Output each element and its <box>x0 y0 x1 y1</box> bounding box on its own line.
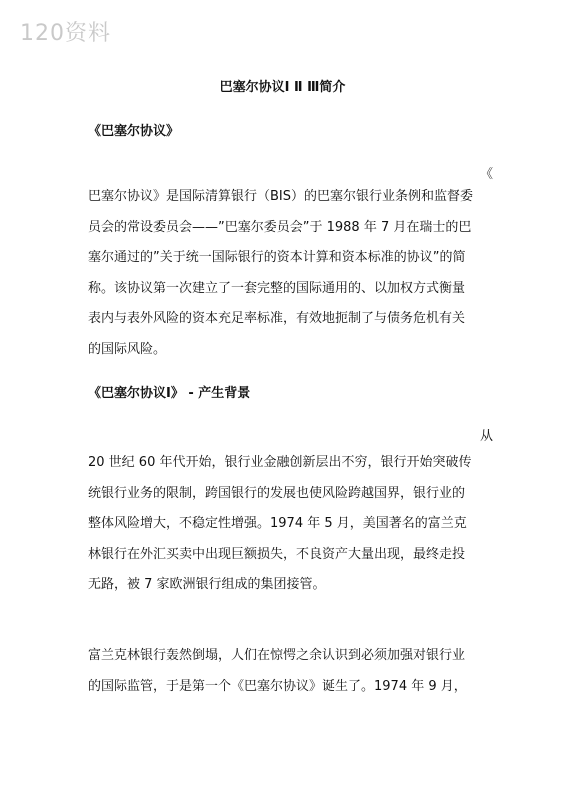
text-line: 表内与表外风险的资本充足率标准，有效地扼制了与债务危机有关 <box>88 311 466 326</box>
paragraph-lead-char: 《 <box>479 167 493 182</box>
text-line: 称。该协议第一次建立了一套完整的国际通用的、以加权方式衡量 <box>88 280 466 296</box>
text-line: 统银行业务的限制，跨国银行的发展也使风险跨越国界，银行业的 <box>88 485 466 501</box>
page-title: 巴塞尔协议Ⅰ Ⅱ Ⅲ简介 <box>219 80 346 95</box>
paragraph-basel-intro <box>88 182 498 365</box>
section-heading-basel: 《巴塞尔协议》 <box>88 124 180 139</box>
text-line: 整体风险增大，不稳定性增强。1974 年 5 月，美国著名的富兰克 <box>88 516 467 531</box>
paragraph-background <box>88 448 498 601</box>
text-line: 员会的常设委员会——”巴塞尔委员会”于 1988 年 7 月在瑞士的巴 <box>88 219 472 235</box>
paragraph-lead-char: 从 <box>479 429 493 444</box>
text-line: 富兰克林银行轰然倒塌，人们在惊愕之余认识到必须加强对银行业 <box>88 648 466 663</box>
text-line: 无路，被 7 家欧洲银行组成的集团接管。 <box>88 577 326 592</box>
text-line: 塞尔通过的”关于统一国际银行的资本计算和资本标准的协议”的简 <box>88 250 466 265</box>
text-line: 的国际监管，于是第一个《巴塞尔协议》诞生了。1974 年 9 月， <box>88 678 467 694</box>
text-line: 林银行在外汇买卖中出现巨额损失，不良资产大量出现，最终走投 <box>88 546 466 562</box>
watermark: 120资料 <box>20 21 111 46</box>
text-line: 20 世纪 60 年代开始，银行业金融创新层出不穷，银行开始突破传 <box>88 455 472 470</box>
text-line: 的国际风险。 <box>88 341 167 357</box>
paragraph-franklin-collapse <box>88 641 498 702</box>
text-line: 巴塞尔协议》是国际清算银行（BIS）的巴塞尔银行业条例和监督委 <box>88 189 474 204</box>
section-heading-basel-1-background: 《巴塞尔协议Ⅰ》 - 产生背景 <box>88 386 251 401</box>
